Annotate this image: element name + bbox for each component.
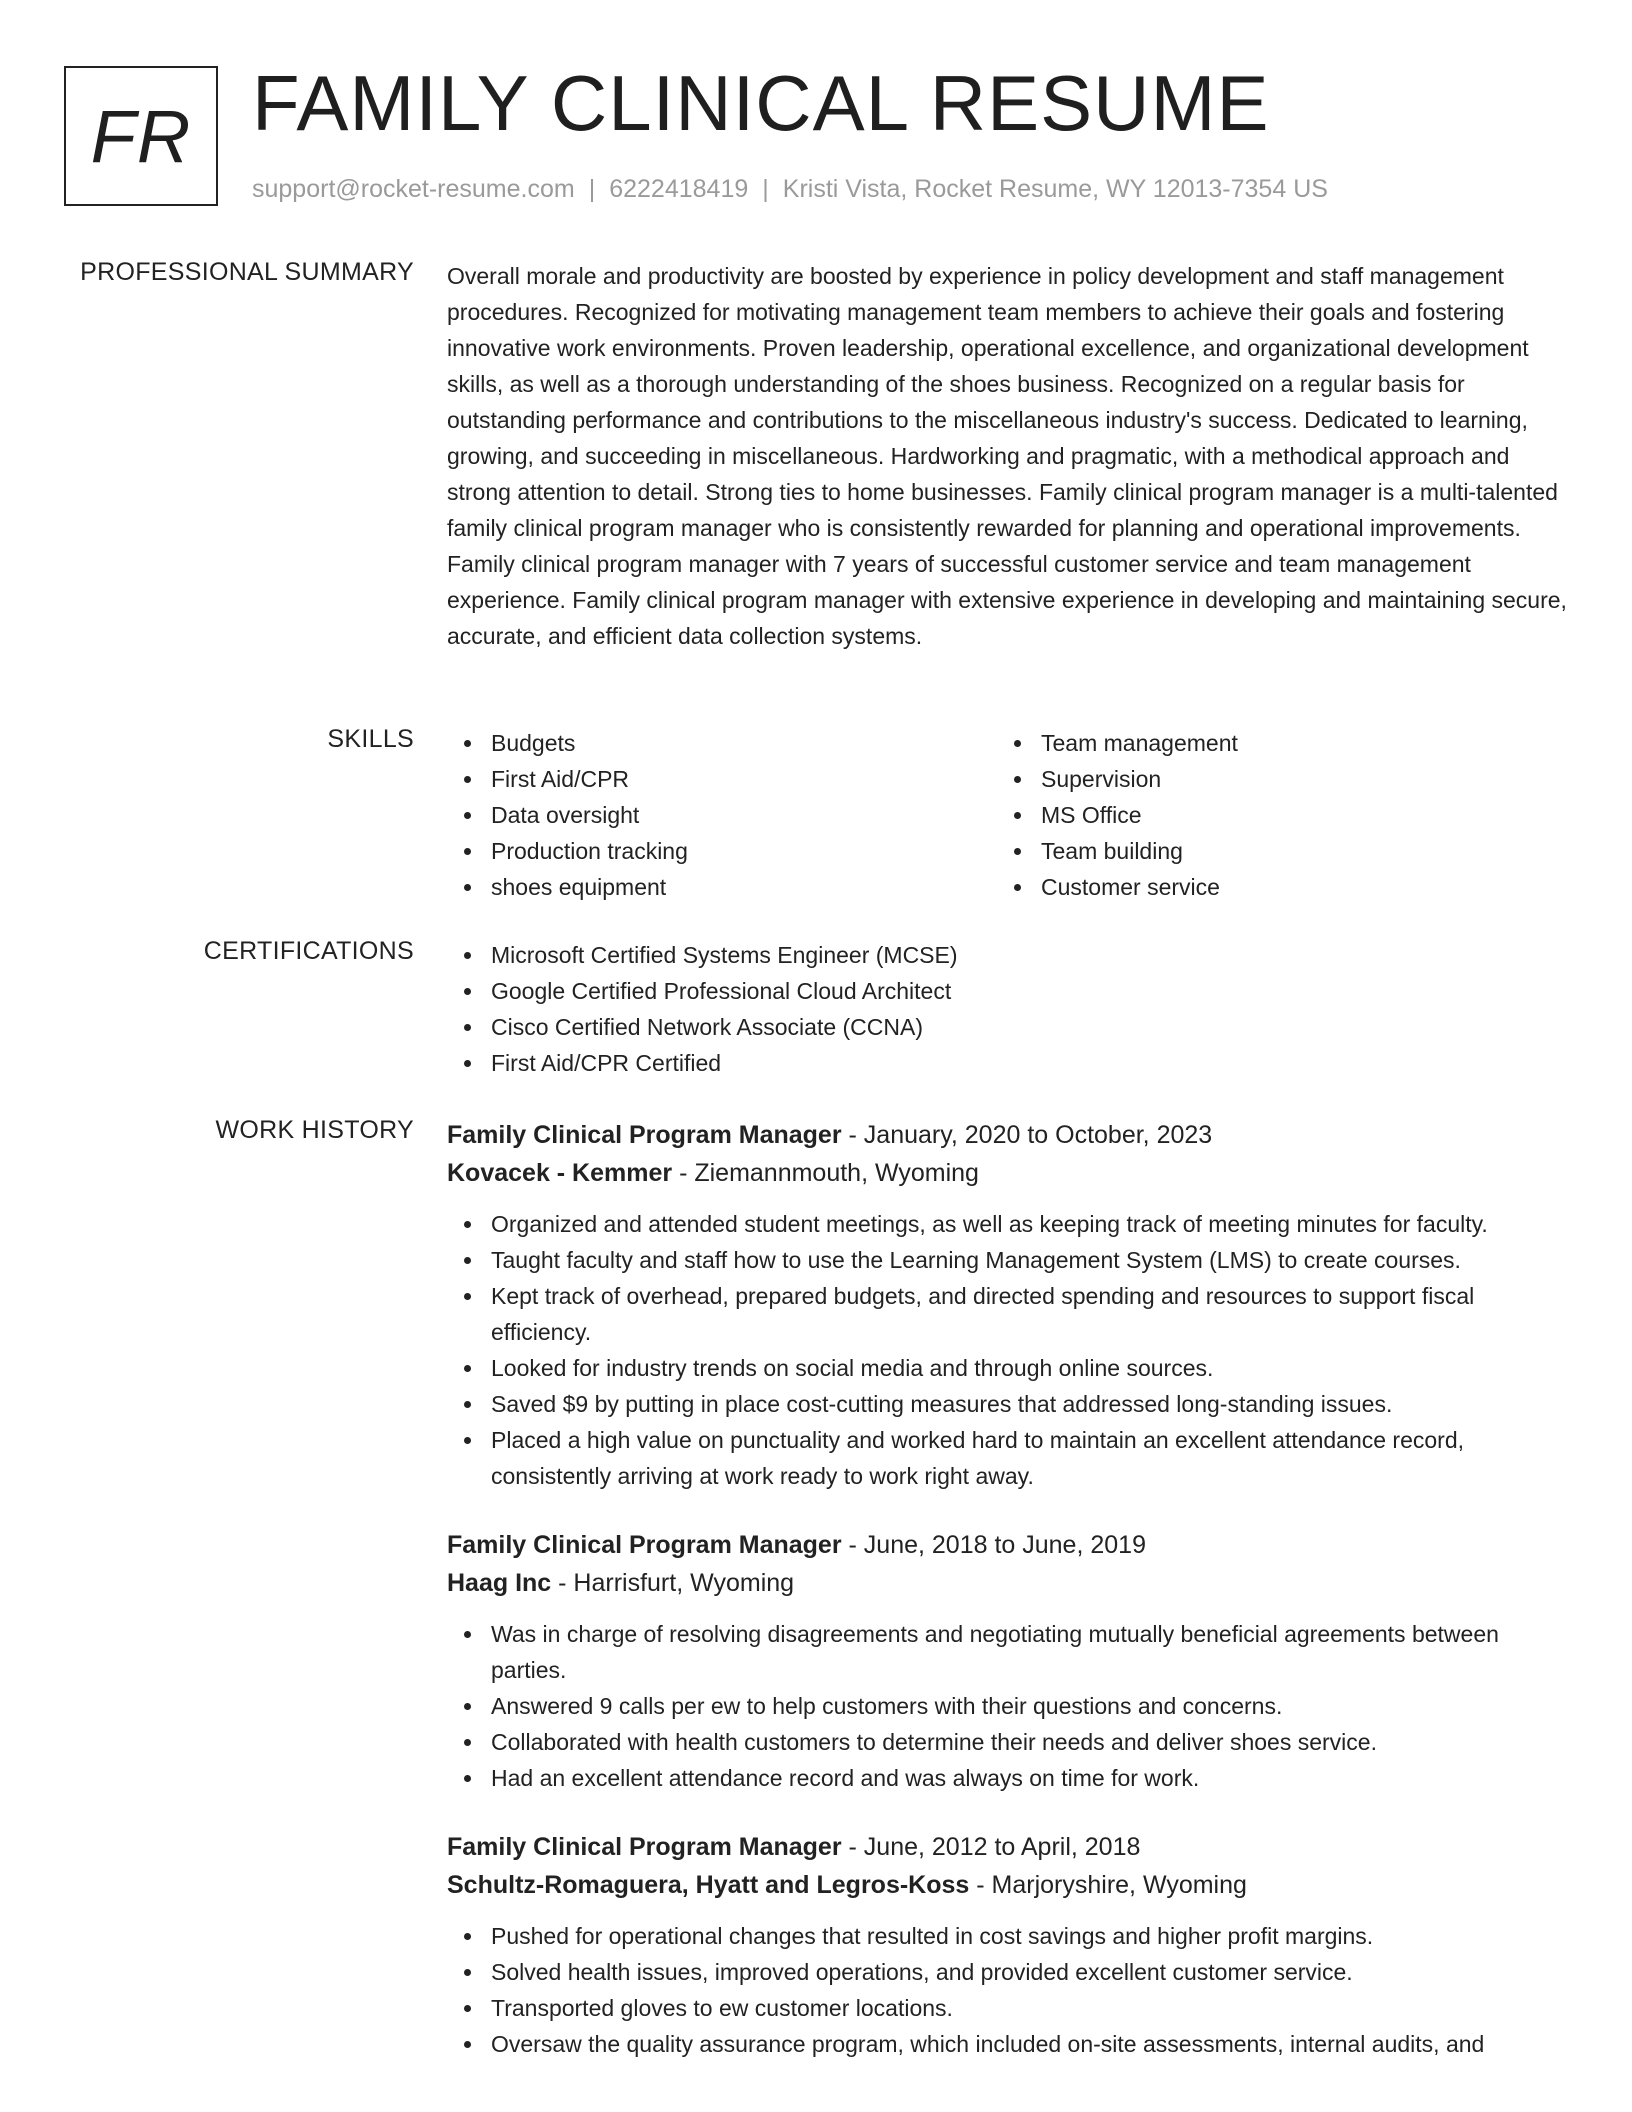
- certification-item: Cisco Certified Network Associate (CCNA): [447, 1009, 1567, 1045]
- skill-item: Data oversight: [447, 797, 997, 833]
- job-role: Family Clinical Program Manager: [447, 1833, 842, 1861]
- job-company-line: [447, 1564, 1567, 1602]
- skills-list-right: [997, 725, 1547, 905]
- skill-item: Team management: [997, 725, 1547, 761]
- job-bullet: Solved health issues, improved operations, and provided excellent customer service.: [447, 1954, 1567, 1990]
- contact-address: Kristi Vista, Rocket Resume, WY 12013-7354 US: [782, 175, 1328, 203]
- job-bullets: [447, 1918, 1567, 2062]
- job-role: Family Clinical Program Manager: [447, 1121, 842, 1149]
- job-role: Family Clinical Program Manager: [447, 1531, 842, 1559]
- summary-text: Overall morale and productivity are boosted by experience in policy development and staff management procedures. Recognized for motivating management team members to achieve their goals and fostering innovative work environments. Proven leadership, operational excellence, and organizational development skills, as well as a thorough understanding of the shoes business. Recognized on a regular basis for outstanding performance and contributions to the miscellaneous industry's success. Dedicated to learning, growing, and succeeding in miscellaneous. Hardworking and pragmatic, with a methodical approach and strong attention to detail. Strong ties to home businesses. Family clinical program manager is a multi-talented family clinical program manager who is consistently rewarded for planning and operational improvements. Family clinical program manager with 7 years of successful customer service and team management experience. Family clinical program manager with extensive experience in developing and maintaining secure, accurate, and efficient data collection systems.: [447, 263, 1567, 649]
- job-company-line: [447, 1154, 1567, 1192]
- certification-item: First Aid/CPR Certified: [447, 1045, 1567, 1081]
- job-bullet: Collaborated with health customers to determine their needs and deliver shoes service.: [447, 1724, 1567, 1760]
- job-dates: - January, 2020 to October, 2023: [841, 1121, 1213, 1149]
- skill-item: Customer service: [997, 869, 1547, 905]
- certifications-list: [447, 937, 1567, 1081]
- job-bullet: Placed a high value on punctuality and worked hard to maintain an excellent attendance record, consistently arriving at work ready to work right away.: [447, 1422, 1567, 1494]
- job-bullet: Taught faculty and staff how to use the Learning Management System (LMS) to create courses.: [447, 1242, 1567, 1278]
- monogram-initials: FR: [90, 94, 192, 178]
- job-entry: [447, 1828, 1567, 2062]
- job-company: Schultz-Romaguera, Hyatt and Legros-Koss: [447, 1871, 970, 1899]
- job-company: Haag Inc: [447, 1569, 552, 1597]
- contact-phone: 6222418419: [609, 175, 749, 203]
- skill-item: Production tracking: [447, 833, 997, 869]
- contact-separator: |: [762, 175, 769, 203]
- job-location: - Ziemannmouth, Wyoming: [672, 1159, 979, 1187]
- job-bullet: Organized and attended student meetings, as well as keeping track of meeting minutes for faculty.: [447, 1206, 1567, 1242]
- job-company-line: [447, 1866, 1567, 1904]
- skills-list-left: [447, 725, 997, 905]
- contact-email: support@rocket-resume.com: [252, 175, 575, 203]
- skill-item: MS Office: [997, 797, 1547, 833]
- job-bullets: [447, 1206, 1567, 1494]
- section-title-certifications: CERTIFICATIONS: [203, 937, 414, 965]
- job-role-line: [447, 1116, 1567, 1154]
- job-bullet: Kept track of overhead, prepared budgets, and directed spending and resources to support fiscal efficiency.: [447, 1278, 1567, 1350]
- skill-item: Team building: [997, 833, 1547, 869]
- job-bullets: [447, 1616, 1567, 1796]
- skill-item: Supervision: [997, 761, 1547, 797]
- job-bullet: Was in charge of resolving disagreements and negotiating mutually beneficial agreements between parties.: [447, 1616, 1567, 1688]
- job-bullet: Transported gloves to ew customer locations.: [447, 1990, 1567, 2026]
- job-bullet: Saved $9 by putting in place cost-cutting measures that addressed long-standing issues.: [447, 1386, 1567, 1422]
- job-role-line: [447, 1526, 1567, 1564]
- job-entry: [447, 1116, 1567, 1494]
- job-dates: - June, 2018 to June, 2019: [841, 1531, 1146, 1559]
- job-bullet: Pushed for operational changes that resulted in cost savings and higher profit margins.: [447, 1918, 1567, 1954]
- resume-title: FAMILY CLINICAL RESUME: [252, 59, 1270, 147]
- certification-item: Google Certified Professional Cloud Architect: [447, 973, 1567, 1009]
- job-bullet: Looked for industry trends on social media and through online sources.: [447, 1350, 1567, 1386]
- skill-item: First Aid/CPR: [447, 761, 997, 797]
- job-location: - Marjoryshire, Wyoming: [969, 1871, 1247, 1899]
- job-dates: - June, 2012 to April, 2018: [841, 1833, 1141, 1861]
- job-bullet: Had an excellent attendance record and was always on time for work.: [447, 1760, 1567, 1796]
- monogram-box: [64, 66, 218, 206]
- job-entry: [447, 1526, 1567, 1796]
- skill-item: Budgets: [447, 725, 997, 761]
- job-company: Kovacek - Kemmer: [447, 1159, 673, 1187]
- job-role-line: [447, 1828, 1567, 1866]
- job-bullet: Answered 9 calls per ew to help customers with their questions and concerns.: [447, 1688, 1567, 1724]
- certification-item: Microsoft Certified Systems Engineer (MCSE): [447, 937, 1567, 973]
- job-location: - Harrisfurt, Wyoming: [551, 1569, 795, 1597]
- contact-line: [252, 175, 1328, 204]
- section-title-skills: SKILLS: [327, 725, 414, 753]
- section-title-work-history: WORK HISTORY: [215, 1116, 414, 1144]
- skill-item: shoes equipment: [447, 869, 997, 905]
- job-bullet: Oversaw the quality assurance program, which included on-site assessments, internal audits, and: [447, 2026, 1567, 2062]
- section-title-summary: PROFESSIONAL SUMMARY: [80, 258, 414, 286]
- contact-separator: |: [588, 175, 596, 203]
